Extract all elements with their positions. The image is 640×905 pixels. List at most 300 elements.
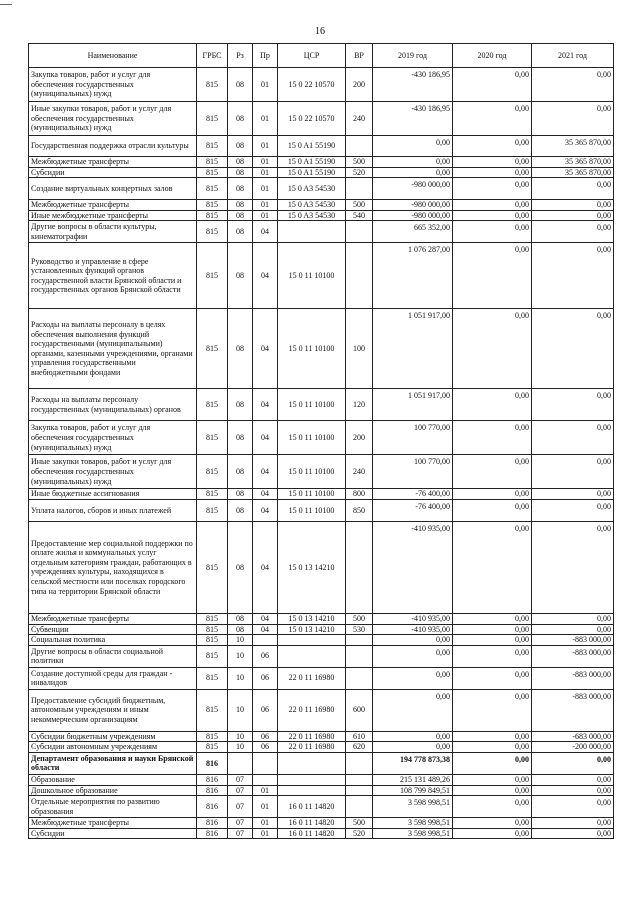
cell-2021: -683 000,00 bbox=[532, 731, 614, 742]
cell-grbs: 815 bbox=[197, 200, 228, 211]
cell-pr: 04 bbox=[253, 521, 278, 613]
cell-rz: 10 bbox=[228, 635, 253, 646]
table-row bbox=[29, 752, 614, 774]
cell-2020: 0,00 bbox=[453, 102, 532, 136]
table-row bbox=[29, 774, 614, 785]
cell-grbs: 815 bbox=[197, 455, 228, 489]
cell-2021: 35 365 870,00 bbox=[532, 136, 614, 157]
cell-2019: -980 000,00 bbox=[373, 210, 453, 221]
table-row bbox=[29, 200, 614, 211]
cell-2021: 0,00 bbox=[532, 613, 614, 624]
cell-csr bbox=[278, 752, 346, 774]
cell-csr: 15 0 13 14210 bbox=[278, 624, 346, 635]
table-body bbox=[29, 68, 614, 839]
cell-rz: 08 bbox=[228, 489, 253, 500]
cell-2020: 0,00 bbox=[453, 178, 532, 200]
cell-2019: 0,00 bbox=[373, 667, 453, 689]
cell-grbs: 815 bbox=[197, 167, 228, 178]
cell-name: Межбюджетные трансферты bbox=[29, 613, 197, 624]
header-2021: 2021 год bbox=[532, 44, 614, 68]
cell-rz: 08 bbox=[228, 624, 253, 635]
cell-pr: 01 bbox=[253, 796, 278, 818]
cell-2020: 0,00 bbox=[453, 221, 532, 243]
table-row bbox=[29, 731, 614, 742]
cell-rz: 10 bbox=[228, 689, 253, 731]
cell-pr: 06 bbox=[253, 667, 278, 689]
cell-pr: 04 bbox=[253, 421, 278, 455]
cell-2020: 0,00 bbox=[453, 828, 532, 839]
cell-csr: 15 0 13 14210 bbox=[278, 521, 346, 613]
cell-csr: 16 0 11 14820 bbox=[278, 796, 346, 818]
cell-2021: 0,00 bbox=[532, 243, 614, 309]
cell-name: Межбюджетные трансферты bbox=[29, 818, 197, 829]
page-number: 16 bbox=[315, 26, 325, 37]
cell-vr bbox=[346, 221, 373, 243]
cell-2019: 0,00 bbox=[373, 167, 453, 178]
cell-rz: 08 bbox=[228, 521, 253, 613]
cell-name: Субсидии bbox=[29, 828, 197, 839]
cell-2019: 3 598 998,51 bbox=[373, 828, 453, 839]
cell-2020: 0,00 bbox=[453, 635, 532, 646]
cell-2020: 0,00 bbox=[453, 818, 532, 829]
cell-name: Создание доступной среды для граждан - инвалидов bbox=[29, 667, 197, 689]
table-row bbox=[29, 455, 614, 489]
cell-csr: 15 0 A3 54530 bbox=[278, 210, 346, 221]
cell-rz: 07 bbox=[228, 785, 253, 796]
cell-2019: 1 051 917,00 bbox=[373, 389, 453, 421]
header-rz: Рз bbox=[228, 44, 253, 68]
table-row bbox=[29, 102, 614, 136]
cell-rz: 08 bbox=[228, 243, 253, 309]
cell-name: Иные закупки товаров, работ и услуг для обеспечения государственных (муниципальных) нужд bbox=[29, 455, 197, 489]
cell-2020: 0,00 bbox=[453, 489, 532, 500]
header-row bbox=[29, 44, 614, 68]
cell-2021: 0,00 bbox=[532, 210, 614, 221]
cell-rz: 07 bbox=[228, 828, 253, 839]
cell-2020: 0,00 bbox=[453, 667, 532, 689]
cell-rz: 10 bbox=[228, 645, 253, 667]
cell-rz: 08 bbox=[228, 455, 253, 489]
cell-2021: 0,00 bbox=[532, 785, 614, 796]
cell-vr bbox=[346, 667, 373, 689]
cell-grbs: 815 bbox=[197, 731, 228, 742]
cell-2021: -200 000,00 bbox=[532, 742, 614, 753]
cell-csr: 22 0 11 16980 bbox=[278, 731, 346, 742]
cell-pr: 04 bbox=[253, 455, 278, 489]
cell-2019: 100 770,00 bbox=[373, 455, 453, 489]
cell-2019: 0,00 bbox=[373, 689, 453, 731]
cell-rz: 08 bbox=[228, 421, 253, 455]
cell-pr bbox=[253, 635, 278, 646]
cell-pr: 01 bbox=[253, 178, 278, 200]
header-2020: 2020 год bbox=[453, 44, 532, 68]
cell-2019: 108 799 849,51 bbox=[373, 785, 453, 796]
cell-name: Предоставление мер социальной поддержки по оплате жилья и коммунальных услуг отдельным категориям граждан, работающих в учреждениях культуры, находящихся в сельской местности или поселках городского типа на территории Брянской области bbox=[29, 521, 197, 613]
cell-name: Закупка товаров, работ и услуг для обеспечения государственных (муниципальных) нужд bbox=[29, 421, 197, 455]
cell-csr: 16 0 11 14820 bbox=[278, 818, 346, 829]
cell-2021: 0,00 bbox=[532, 796, 614, 818]
cell-grbs: 815 bbox=[197, 136, 228, 157]
cell-2020: 0,00 bbox=[453, 421, 532, 455]
cell-2019: -76 400,00 bbox=[373, 499, 453, 521]
cell-grbs: 815 bbox=[197, 389, 228, 421]
cell-csr: 15 0 A1 55190 bbox=[278, 157, 346, 168]
cell-2021: 35 365 870,00 bbox=[532, 157, 614, 168]
cell-grbs: 816 bbox=[197, 774, 228, 785]
cell-name: Государственная поддержка отрасли культуры bbox=[29, 136, 197, 157]
cell-name: Предоставление субсидий бюджетным, автономным учреждениям и иным некоммерческим организациям bbox=[29, 689, 197, 731]
table-row bbox=[29, 796, 614, 818]
cell-name: Другие вопросы в области социальной политики bbox=[29, 645, 197, 667]
table-row bbox=[29, 499, 614, 521]
cell-2021: 0,00 bbox=[532, 489, 614, 500]
table-row bbox=[29, 489, 614, 500]
cell-pr: 04 bbox=[253, 243, 278, 309]
cell-rz bbox=[228, 752, 253, 774]
cell-vr bbox=[346, 178, 373, 200]
cell-csr: 15 0 11 10100 bbox=[278, 243, 346, 309]
cell-2021: 0,00 bbox=[532, 421, 614, 455]
cell-name: Субвенции bbox=[29, 624, 197, 635]
cell-2019: 0,00 bbox=[373, 136, 453, 157]
table-row bbox=[29, 178, 614, 200]
cell-name: Образование bbox=[29, 774, 197, 785]
cell-2021: 0,00 bbox=[532, 818, 614, 829]
cell-vr: 200 bbox=[346, 421, 373, 455]
cell-2019: -410 935,00 bbox=[373, 613, 453, 624]
cell-2021: -883 000,00 bbox=[532, 645, 614, 667]
cell-vr: 850 bbox=[346, 499, 373, 521]
cell-csr: 15 0 A1 55190 bbox=[278, 167, 346, 178]
table-row bbox=[29, 157, 614, 168]
cell-name: Иные бюджетные ассигнования bbox=[29, 489, 197, 500]
cell-2020: 0,00 bbox=[453, 689, 532, 731]
cell-grbs: 815 bbox=[197, 667, 228, 689]
cell-grbs: 815 bbox=[197, 499, 228, 521]
cell-vr: 100 bbox=[346, 309, 373, 389]
cell-rz: 08 bbox=[228, 613, 253, 624]
cell-rz: 07 bbox=[228, 774, 253, 785]
cell-2019: -410 935,00 bbox=[373, 624, 453, 635]
cell-csr: 15 0 A3 54530 bbox=[278, 200, 346, 211]
cell-name: Дошкольное образование bbox=[29, 785, 197, 796]
cell-2019: 215 131 489,26 bbox=[373, 774, 453, 785]
cell-csr: 15 0 11 10100 bbox=[278, 499, 346, 521]
cell-rz: 08 bbox=[228, 210, 253, 221]
cell-2021: 0,00 bbox=[532, 624, 614, 635]
header-grbs: ГРБС bbox=[197, 44, 228, 68]
cell-csr: 22 0 11 16980 bbox=[278, 667, 346, 689]
cell-name: Межбюджетные трансферты bbox=[29, 157, 197, 168]
cell-name: Закупка товаров, работ и услуг для обеспечения государственных (муниципальных) нужд bbox=[29, 68, 197, 102]
cell-2020: 0,00 bbox=[453, 68, 532, 102]
cell-2019: 0,00 bbox=[373, 635, 453, 646]
cell-vr: 600 bbox=[346, 689, 373, 731]
cell-2020: 0,00 bbox=[453, 243, 532, 309]
cell-rz: 08 bbox=[228, 136, 253, 157]
budget-table bbox=[28, 43, 614, 839]
cell-pr: 01 bbox=[253, 828, 278, 839]
table-row bbox=[29, 645, 614, 667]
cell-2020: 0,00 bbox=[453, 499, 532, 521]
table-row bbox=[29, 421, 614, 455]
cell-2019: 1 076 287,00 bbox=[373, 243, 453, 309]
table-row bbox=[29, 309, 614, 389]
cell-2021: 0,00 bbox=[532, 499, 614, 521]
cell-2020: 0,00 bbox=[453, 167, 532, 178]
table-row bbox=[29, 818, 614, 829]
table-row bbox=[29, 667, 614, 689]
cell-pr: 01 bbox=[253, 818, 278, 829]
header-pr: Пр bbox=[253, 44, 278, 68]
cell-rz: 08 bbox=[228, 178, 253, 200]
cell-name: Уплата налогов, сборов и иных платежей bbox=[29, 499, 197, 521]
cell-grbs: 816 bbox=[197, 818, 228, 829]
cell-2019: 194 778 873,38 bbox=[373, 752, 453, 774]
header-name: Наименование bbox=[29, 44, 197, 68]
cell-2021: 0,00 bbox=[532, 221, 614, 243]
cell-pr: 06 bbox=[253, 645, 278, 667]
cell-2020: 0,00 bbox=[453, 796, 532, 818]
cell-pr: 04 bbox=[253, 389, 278, 421]
cell-pr: 01 bbox=[253, 136, 278, 157]
cell-csr: 15 0 13 14210 bbox=[278, 613, 346, 624]
cell-pr: 01 bbox=[253, 167, 278, 178]
cell-rz: 08 bbox=[228, 221, 253, 243]
cell-name: Расходы на выплаты персоналу государственных (муниципальных) органов bbox=[29, 389, 197, 421]
cell-vr bbox=[346, 796, 373, 818]
cell-pr: 04 bbox=[253, 221, 278, 243]
cell-vr: 620 bbox=[346, 742, 373, 753]
cell-grbs: 815 bbox=[197, 613, 228, 624]
cell-2021: 0,00 bbox=[532, 309, 614, 389]
cell-2021: 0,00 bbox=[532, 178, 614, 200]
cell-name: Субсидии бюджетным учреждениям bbox=[29, 731, 197, 742]
cell-vr: 800 bbox=[346, 489, 373, 500]
cell-2021: -883 000,00 bbox=[532, 667, 614, 689]
cell-2019: 0,00 bbox=[373, 731, 453, 742]
cell-grbs: 815 bbox=[197, 210, 228, 221]
cell-2021: 0,00 bbox=[532, 389, 614, 421]
cell-vr: 120 bbox=[346, 389, 373, 421]
table-row bbox=[29, 828, 614, 839]
cell-grbs: 815 bbox=[197, 178, 228, 200]
cell-vr: 200 bbox=[346, 68, 373, 102]
cell-2019: 3 598 998,51 bbox=[373, 818, 453, 829]
cell-csr: 16 0 11 14820 bbox=[278, 828, 346, 839]
cell-rz: 07 bbox=[228, 796, 253, 818]
cell-grbs: 815 bbox=[197, 645, 228, 667]
cell-csr bbox=[278, 785, 346, 796]
cell-rz: 08 bbox=[228, 68, 253, 102]
cell-rz: 08 bbox=[228, 389, 253, 421]
cell-vr bbox=[346, 243, 373, 309]
table-row bbox=[29, 68, 614, 102]
table-row bbox=[29, 136, 614, 157]
cell-2019: -980 000,00 bbox=[373, 200, 453, 211]
cell-2021: 0,00 bbox=[532, 521, 614, 613]
cell-2019: -410 935,00 bbox=[373, 521, 453, 613]
cell-name: Иные закупки товаров, работ и услуг для обеспечения государственных (муниципальных) нужд bbox=[29, 102, 197, 136]
cell-grbs: 815 bbox=[197, 635, 228, 646]
header-vr: ВР bbox=[346, 44, 373, 68]
cell-2019: -430 186,95 bbox=[373, 102, 453, 136]
cell-vr: 500 bbox=[346, 613, 373, 624]
cell-2019: 0,00 bbox=[373, 742, 453, 753]
cell-pr: 06 bbox=[253, 689, 278, 731]
cell-csr bbox=[278, 645, 346, 667]
cell-pr bbox=[253, 774, 278, 785]
cell-vr: 240 bbox=[346, 102, 373, 136]
cell-2019: -430 186,95 bbox=[373, 68, 453, 102]
cell-grbs: 815 bbox=[197, 624, 228, 635]
cell-rz: 08 bbox=[228, 499, 253, 521]
cell-pr: 06 bbox=[253, 742, 278, 753]
cell-grbs: 816 bbox=[197, 828, 228, 839]
cell-vr: 520 bbox=[346, 828, 373, 839]
cell-name: Социальная политика bbox=[29, 635, 197, 646]
cell-grbs: 816 bbox=[197, 796, 228, 818]
cell-2019: 1 051 917,00 bbox=[373, 309, 453, 389]
cell-pr: 06 bbox=[253, 731, 278, 742]
cell-2020: 0,00 bbox=[453, 210, 532, 221]
cell-vr bbox=[346, 521, 373, 613]
cell-2021: 0,00 bbox=[532, 102, 614, 136]
table-row bbox=[29, 221, 614, 243]
table-row bbox=[29, 785, 614, 796]
table-row bbox=[29, 624, 614, 635]
header-csr: ЦСР bbox=[278, 44, 346, 68]
cell-2019: 0,00 bbox=[373, 157, 453, 168]
cell-grbs: 815 bbox=[197, 68, 228, 102]
cell-vr bbox=[346, 774, 373, 785]
cell-pr: 01 bbox=[253, 785, 278, 796]
cell-name: Субсидии автономным учреждениям bbox=[29, 742, 197, 753]
header-2019: 2019 год bbox=[373, 44, 453, 68]
table-row bbox=[29, 210, 614, 221]
cell-pr: 04 bbox=[253, 489, 278, 500]
cell-csr: 15 0 22 10570 bbox=[278, 102, 346, 136]
cell-2020: 0,00 bbox=[453, 774, 532, 785]
cell-2020: 0,00 bbox=[453, 752, 532, 774]
cell-vr: 610 bbox=[346, 731, 373, 742]
cell-grbs: 815 bbox=[197, 421, 228, 455]
table-row bbox=[29, 243, 614, 309]
cell-csr bbox=[278, 635, 346, 646]
cell-grbs: 815 bbox=[197, 742, 228, 753]
cell-csr: 15 0 A1 55190 bbox=[278, 136, 346, 157]
table-row bbox=[29, 689, 614, 731]
cell-pr: 04 bbox=[253, 613, 278, 624]
cell-vr: 240 bbox=[346, 455, 373, 489]
cell-pr: 01 bbox=[253, 68, 278, 102]
cell-2020: 0,00 bbox=[453, 521, 532, 613]
cell-csr: 15 0 11 10100 bbox=[278, 489, 346, 500]
cell-name: Департамент образования и науки Брянской области bbox=[29, 752, 197, 774]
cell-csr: 15 0 11 10100 bbox=[278, 455, 346, 489]
cell-name: Межбюджетные трансферты bbox=[29, 200, 197, 211]
cell-vr: 500 bbox=[346, 200, 373, 211]
cell-csr: 22 0 11 16980 bbox=[278, 689, 346, 731]
cell-rz: 08 bbox=[228, 200, 253, 211]
cell-vr bbox=[346, 136, 373, 157]
cell-rz: 07 bbox=[228, 818, 253, 829]
cell-vr bbox=[346, 785, 373, 796]
cell-rz: 10 bbox=[228, 742, 253, 753]
table-row bbox=[29, 635, 614, 646]
cell-name: Расходы на выплаты персоналу в целях обеспечения выполнения функций государственными (муниципальными) органами, казенными учреждениями, органами управления государственными внебюджетными фондами bbox=[29, 309, 197, 389]
cell-pr: 01 bbox=[253, 102, 278, 136]
cell-csr: 22 0 11 16980 bbox=[278, 742, 346, 753]
cell-name: Создание виртуальных концертных залов bbox=[29, 178, 197, 200]
cell-pr: 04 bbox=[253, 499, 278, 521]
cell-grbs: 815 bbox=[197, 521, 228, 613]
cell-2021: 0,00 bbox=[532, 774, 614, 785]
cell-2020: 0,00 bbox=[453, 785, 532, 796]
cell-grbs: 815 bbox=[197, 489, 228, 500]
cell-name: Другие вопросы в области культуры, кинематографии bbox=[29, 221, 197, 243]
cell-rz: 08 bbox=[228, 309, 253, 389]
cell-pr: 01 bbox=[253, 157, 278, 168]
cell-grbs: 815 bbox=[197, 309, 228, 389]
cell-csr: 15 0 A3 54530 bbox=[278, 178, 346, 200]
cell-csr bbox=[278, 774, 346, 785]
cell-pr: 01 bbox=[253, 200, 278, 211]
cell-2020: 0,00 bbox=[453, 455, 532, 489]
cell-name: Субсидии bbox=[29, 167, 197, 178]
cell-csr: 15 0 11 10100 bbox=[278, 309, 346, 389]
cell-rz: 10 bbox=[228, 731, 253, 742]
cell-grbs: 815 bbox=[197, 243, 228, 309]
table-row bbox=[29, 613, 614, 624]
cell-2020: 0,00 bbox=[453, 742, 532, 753]
cell-vr: 500 bbox=[346, 157, 373, 168]
cell-grbs: 816 bbox=[197, 785, 228, 796]
cell-csr: 15 0 11 10100 bbox=[278, 389, 346, 421]
cell-name: Отдельные мероприятия по развитию образования bbox=[29, 796, 197, 818]
cell-vr bbox=[346, 645, 373, 667]
cell-2019: 3 598 998,51 bbox=[373, 796, 453, 818]
cell-vr: 530 bbox=[346, 624, 373, 635]
cell-2021: 35 365 870,00 bbox=[532, 167, 614, 178]
cell-2019: -76 400,00 bbox=[373, 489, 453, 500]
cell-2020: 0,00 bbox=[453, 731, 532, 742]
cell-2021: 0,00 bbox=[532, 200, 614, 211]
cell-vr bbox=[346, 752, 373, 774]
cell-vr: 500 bbox=[346, 818, 373, 829]
cell-2019: 665 352,00 bbox=[373, 221, 453, 243]
cell-name: Руководство и управление в сфере установленных функций органов государственной власти Брянской области и государственных органов Брянской области bbox=[29, 243, 197, 309]
cell-2021: 0,00 bbox=[532, 828, 614, 839]
cell-grbs: 815 bbox=[197, 102, 228, 136]
cell-csr: 15 0 22 10570 bbox=[278, 68, 346, 102]
cell-2020: 0,00 bbox=[453, 136, 532, 157]
cell-2021: 0,00 bbox=[532, 752, 614, 774]
cell-2021: 0,00 bbox=[532, 68, 614, 102]
cell-vr bbox=[346, 635, 373, 646]
table-row bbox=[29, 742, 614, 753]
cell-grbs: 815 bbox=[197, 689, 228, 731]
cell-2019: 0,00 bbox=[373, 645, 453, 667]
cell-2020: 0,00 bbox=[453, 200, 532, 211]
cell-rz: 08 bbox=[228, 157, 253, 168]
cell-pr: 04 bbox=[253, 624, 278, 635]
cell-2020: 0,00 bbox=[453, 389, 532, 421]
cell-grbs: 816 bbox=[197, 752, 228, 774]
cell-rz: 08 bbox=[228, 102, 253, 136]
cell-2020: 0,00 bbox=[453, 157, 532, 168]
cell-csr bbox=[278, 221, 346, 243]
